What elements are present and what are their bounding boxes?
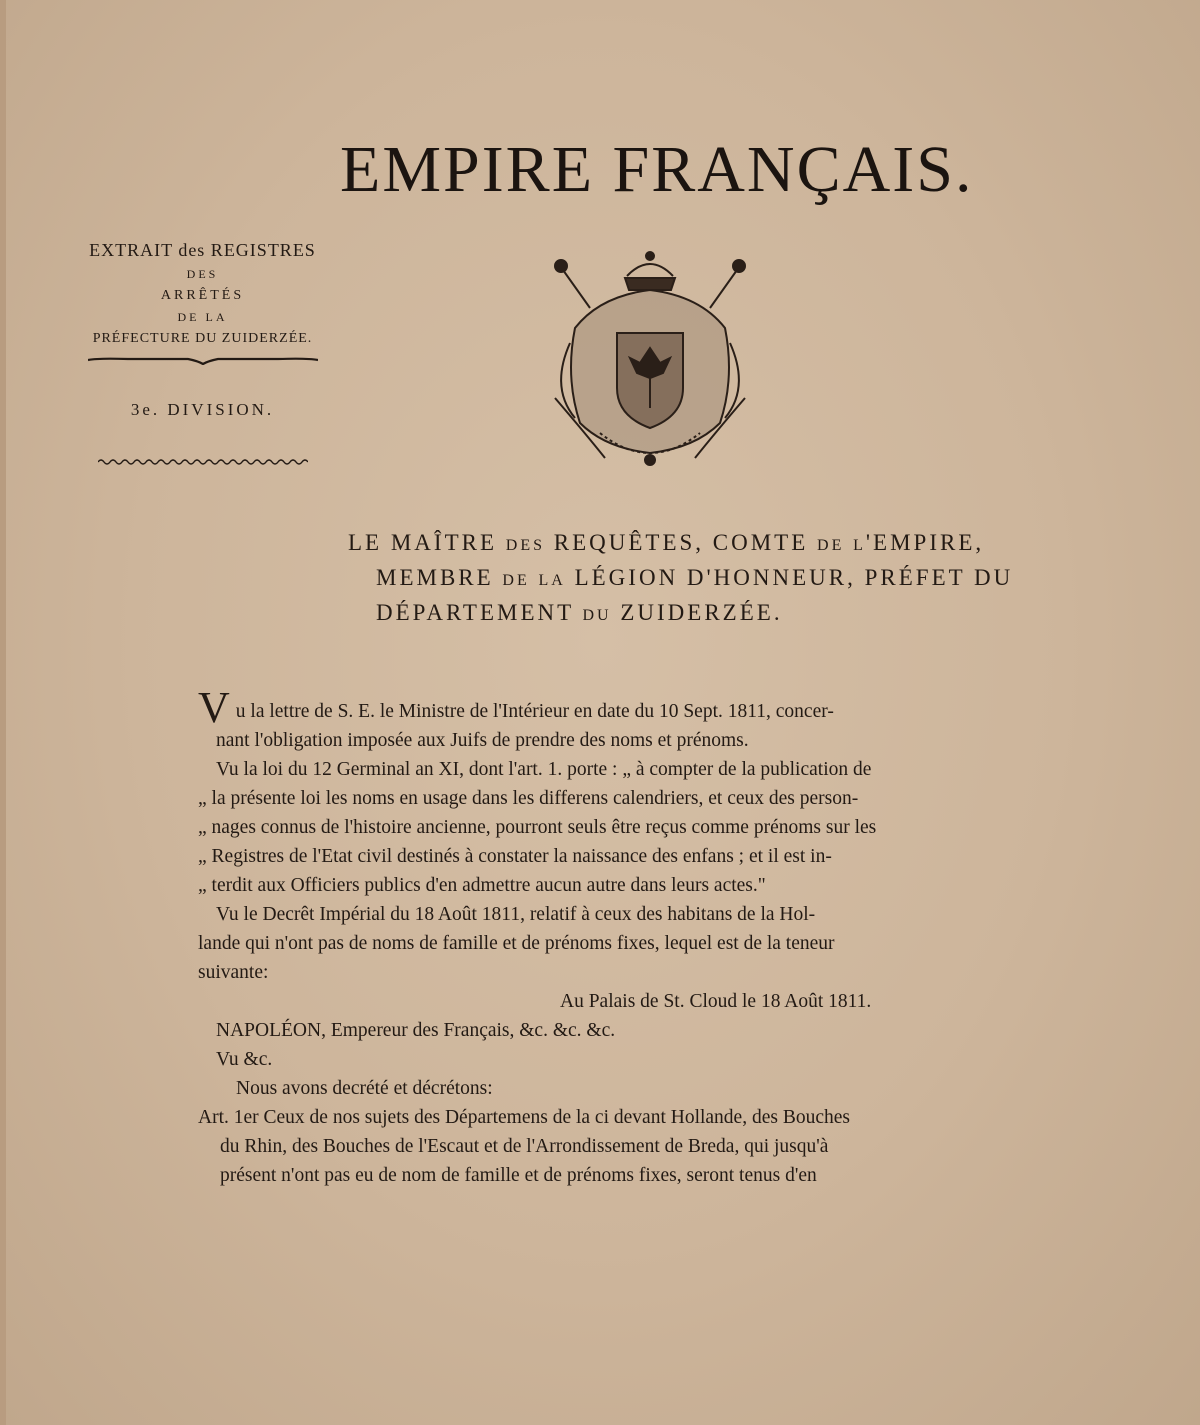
division-label: 3e. DIVISION. bbox=[130, 400, 275, 419]
article-line: du Rhin, des Bouches de l'Escaut et de l'Arrondissement de Breda, qui jusqu'à bbox=[220, 1136, 829, 1157]
imperial-crest-icon bbox=[545, 248, 755, 473]
text-line: nant l'obligation imposée aux Juifs de prendre des noms et prénoms. bbox=[216, 730, 749, 751]
text-span: u la lettre de S. E. le Ministre de l'Intérieur en date du 10 Sept. 1811, concer- bbox=[235, 701, 834, 722]
text-line: Nous avons decrété et décrétons: bbox=[236, 1078, 493, 1099]
prefect-line: LE MAÎTRE des REQUÊTES, COMTE de l'EMPIRE, bbox=[348, 530, 985, 555]
ledger-line: PRÉFECTURE DU ZUIDERZÉE. bbox=[92, 331, 313, 346]
article-line: Art. 1er Ceux de nos sujets des Départemens de la ci devant Hollande, des Bouches bbox=[198, 1107, 850, 1128]
document-title: EMPIRE FRANÇAIS. bbox=[340, 133, 974, 206]
text-line: „ terdit aux Officiers publics d'en admettre aucun autre dans leurs actes." bbox=[198, 875, 766, 896]
prefect-line: MEMBRE de la LÉGION D'HONNEUR, PRÉFET DU bbox=[376, 565, 1014, 590]
text-line bbox=[198, 683, 1038, 732]
text-line: Vu le Decrêt Impérial du 18 Août 1811, relatif à ceux des habitans de la Hol- bbox=[216, 904, 816, 925]
text-line: NAPOLÉON, Empereur des Français, &c. &c. &c. bbox=[216, 1020, 616, 1041]
prefect-line: DÉPARTEMENT du ZUIDERZÉE. bbox=[376, 600, 783, 625]
ledger-line: DES bbox=[186, 267, 219, 281]
decree-body bbox=[198, 683, 1038, 1190]
text-line: „ la présente loi les noms en usage dans les differens calendriers, et ceux des person- bbox=[198, 788, 859, 809]
wavy-divider bbox=[98, 458, 308, 466]
text-line: lande qui n'ont pas de noms de famille et de prénoms fixes, lequel est de la teneur bbox=[198, 933, 835, 954]
text-line: suivante: bbox=[198, 962, 269, 983]
ornamental-rule bbox=[88, 355, 318, 365]
text-line: Vu &c. bbox=[216, 1049, 273, 1070]
text-line: Vu la loi du 12 Germinal an XI, dont l'art. 1. porte : „ à compter de la publication de bbox=[216, 759, 872, 780]
ledger-line: ARRÊTÉS bbox=[160, 288, 245, 303]
ledger-line: DE LA bbox=[177, 310, 228, 324]
ledger-line: EXTRAIT des REGISTRES bbox=[89, 240, 316, 260]
text-line: „ nages connus de l'histoire ancienne, pourront seuls être reçus comme prénoms sur les bbox=[198, 817, 877, 838]
page-edge bbox=[0, 0, 6, 1425]
prefect-heading bbox=[348, 525, 1048, 630]
dateline: Au Palais de St. Cloud le 18 Août 1811. bbox=[560, 991, 872, 1012]
article-line: présent n'ont pas eu de nom de famille et de prénoms fixes, seront tenus d'en bbox=[220, 1165, 817, 1186]
text-line: „ Registres de l'Etat civil destinés à constater la naissance des enfans ; et il est in- bbox=[198, 846, 832, 867]
ledger-header bbox=[70, 240, 335, 370]
drop-cap: V bbox=[198, 683, 230, 732]
